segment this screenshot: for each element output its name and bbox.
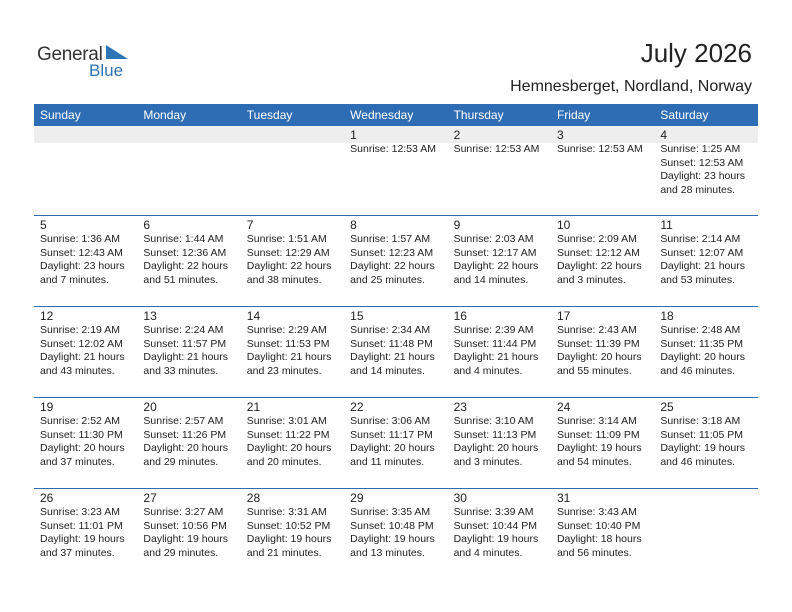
day-number-bar <box>34 489 137 506</box>
sun-info-line: Sunset: 12:07 AM <box>660 246 744 259</box>
day-number-bar <box>551 216 654 233</box>
day-number: 11 <box>660 218 673 232</box>
week-row <box>34 126 758 215</box>
sun-info-line: Sunrise: 1:44 AM <box>143 233 224 245</box>
day-number-bar <box>34 307 137 324</box>
empty-day-cell <box>137 126 240 215</box>
day-cell-17 <box>551 307 654 397</box>
sun-info-line: Daylight: 23 hours <box>660 170 745 182</box>
sun-info-line: and 51 minutes. <box>143 273 219 286</box>
sun-info-line: Sunrise: 2:39 AM <box>453 324 534 336</box>
day-number-bar <box>34 216 137 233</box>
day-number-bar <box>137 216 240 233</box>
sun-info-line: Sunrise: 3:10 AM <box>453 415 534 427</box>
day-number-bar <box>34 126 137 143</box>
day-number-bar <box>551 398 654 415</box>
day-number-bar <box>551 489 654 506</box>
page-title: July 2026 <box>640 38 752 68</box>
sun-info-line: Sunset: 11:39 PM <box>556 337 640 350</box>
sun-info-line: Sunset: 12:23 AM <box>350 246 434 259</box>
day-cell-24 <box>551 398 654 488</box>
day-number: 28 <box>246 491 261 505</box>
day-cell-28 <box>241 489 344 579</box>
day-number: 26 <box>40 491 54 505</box>
sun-info-line: Sunset: 11:13 PM <box>453 428 537 441</box>
weekday-header-monday: Monday <box>143 108 187 122</box>
sun-info-line: Sunrise: 12:53 AM <box>350 143 436 155</box>
sun-info-line: and 54 minutes. <box>556 455 632 468</box>
sun-info-line: and 46 minutes. <box>660 364 736 377</box>
sun-info-line: Sunrise: 2:14 AM <box>660 233 741 245</box>
day-number-bar <box>344 216 447 233</box>
sun-info-line: Sunset: 11:05 PM <box>660 428 744 441</box>
day-number: 9 <box>453 218 461 232</box>
sun-info-line: Daylight: 20 hours <box>40 442 125 454</box>
day-number: 30 <box>453 491 467 505</box>
sun-info-line: Sunset: 12:02 AM <box>40 337 123 350</box>
day-cell-4 <box>654 126 757 215</box>
sun-info-line: and 33 minutes. <box>143 364 219 377</box>
sun-info-line: Daylight: 20 hours <box>246 442 332 454</box>
sun-info-line: Daylight: 19 hours <box>556 442 642 454</box>
sun-info-line: Daylight: 22 hours <box>246 260 332 272</box>
day-number-bar <box>551 307 654 324</box>
day-cell-26 <box>34 489 137 579</box>
day-number-bar <box>448 307 551 324</box>
sun-info-line: and 20 minutes. <box>246 455 322 468</box>
sun-info-line: Daylight: 20 hours <box>660 351 745 363</box>
day-number-bar <box>34 398 137 415</box>
sun-info-line: Sunrise: 1:25 AM <box>660 143 741 155</box>
day-number-bar <box>654 398 757 415</box>
generalblue-logo <box>37 40 137 80</box>
sun-info-line: Sunrise: 2:19 AM <box>40 324 120 336</box>
sun-info-line: and 23 minutes. <box>246 364 322 377</box>
day-number: 25 <box>660 400 674 414</box>
sun-info-line: Sunset: 10:44 PM <box>453 519 538 532</box>
sun-info-line: Sunrise: 3:23 AM <box>40 506 120 518</box>
sun-info-line: Sunrise: 3:14 AM <box>556 415 637 427</box>
day-number: 24 <box>556 400 571 414</box>
location-label: Hemnesberget, Nordland, Norway <box>510 78 752 95</box>
sun-info-line: Daylight: 19 hours <box>40 533 125 545</box>
day-cell-1 <box>344 126 447 215</box>
day-number: 16 <box>453 309 467 323</box>
sun-info-line: Daylight: 19 hours <box>143 533 229 545</box>
day-number: 29 <box>350 491 364 505</box>
day-number: 1 <box>350 128 357 142</box>
logo-word-general: General <box>37 44 103 65</box>
week-row <box>34 397 758 488</box>
sun-info-line: Sunrise: 3:06 AM <box>350 415 431 427</box>
sun-info-line: and 43 minutes. <box>40 364 115 377</box>
day-number: 19 <box>40 400 54 414</box>
day-cell-6 <box>137 216 240 306</box>
sun-info-line: and 11 minutes. <box>350 455 425 468</box>
sun-info-line: and 7 minutes. <box>40 273 109 286</box>
day-number-bar <box>137 398 240 415</box>
sun-info-line: Daylight: 21 hours <box>143 351 229 363</box>
sun-info-line: Daylight: 21 hours <box>246 351 332 363</box>
sun-info-line: Sunrise: 2:24 AM <box>143 324 224 336</box>
sun-info-line: Daylight: 20 hours <box>143 442 229 454</box>
sun-info-line: and 14 minutes. <box>350 364 425 377</box>
day-cell-15 <box>344 307 447 397</box>
sun-info-line: Sunrise: 2:48 AM <box>660 324 741 336</box>
day-number-bar <box>654 307 757 324</box>
sun-info-line: Sunset: 12:17 AM <box>453 246 537 259</box>
sun-info-line: Sunrise: 1:57 AM <box>350 233 431 245</box>
sun-info-line: Sunset: 12:12 AM <box>556 246 640 259</box>
week-row <box>34 215 758 306</box>
sun-info-line: and 38 minutes. <box>246 273 322 286</box>
sun-info-line: Sunrise: 2:57 AM <box>143 415 224 427</box>
sun-info-line: Sunset: 10:40 PM <box>556 519 641 532</box>
sun-info-line: Sunrise: 3:31 AM <box>246 506 327 518</box>
sun-info-line: Daylight: 21 hours <box>660 260 745 272</box>
day-number: 6 <box>143 218 151 232</box>
week-row <box>34 488 758 579</box>
day-cell-3 <box>551 126 654 215</box>
sun-info-line: and 21 minutes. <box>246 546 322 559</box>
day-cell-25 <box>654 398 757 488</box>
day-number: 21 <box>246 400 261 414</box>
logo-word-blue: Blue <box>89 61 124 80</box>
day-number: 18 <box>660 309 674 323</box>
sun-info-line: Sunset: 11:48 PM <box>350 337 433 350</box>
day-number-bar <box>344 307 447 324</box>
day-number: 3 <box>556 128 564 142</box>
day-number-bar <box>448 398 551 415</box>
sun-info-line: Sunrise: 2:29 AM <box>246 324 327 336</box>
day-number: 27 <box>143 491 157 505</box>
day-cell-30 <box>448 489 551 579</box>
sun-info-line: Daylight: 19 hours <box>453 533 539 545</box>
sun-info-line: Sunset: 10:56 PM <box>143 519 227 532</box>
day-number: 8 <box>350 218 357 232</box>
sun-info-line: Daylight: 19 hours <box>350 533 435 545</box>
sun-info-line: Daylight: 23 hours <box>40 260 125 272</box>
sun-info-line: Sunrise: 1:36 AM <box>40 233 120 245</box>
day-cell-19 <box>34 398 137 488</box>
day-cell-11 <box>654 216 757 306</box>
day-cell-12 <box>34 307 137 397</box>
sun-info-line: and 14 minutes. <box>453 273 529 286</box>
sun-info-line: and 4 minutes. <box>453 364 523 377</box>
sun-info-line: and 3 minutes. <box>453 455 523 468</box>
day-cell-27 <box>137 489 240 579</box>
sun-info-line: Sunset: 12:29 AM <box>246 246 330 259</box>
day-number: 10 <box>556 218 571 232</box>
sun-info-line: Sunrise: 3:01 AM <box>246 415 327 427</box>
weekday-header-saturday: Saturday <box>660 108 709 122</box>
day-number: 7 <box>246 218 254 232</box>
day-number-bar <box>241 398 344 415</box>
sun-info-line: Sunrise: 3:39 AM <box>453 506 534 518</box>
day-number-bar <box>551 126 654 143</box>
day-cell-5 <box>34 216 137 306</box>
sun-info-line: Daylight: 18 hours <box>556 533 642 545</box>
sun-info-line: and 4 minutes. <box>453 546 523 559</box>
sun-info-line: and 46 minutes. <box>660 455 736 468</box>
day-number: 5 <box>40 218 47 232</box>
weekday-header-wednesday: Wednesday <box>350 108 414 122</box>
day-number-bar <box>137 307 240 324</box>
week-row <box>34 306 758 397</box>
weeks-container <box>34 126 758 579</box>
sun-info-line: Daylight: 22 hours <box>556 260 642 272</box>
sun-info-line: Sunset: 11:26 PM <box>143 428 227 441</box>
day-cell-8 <box>344 216 447 306</box>
day-cell-20 <box>137 398 240 488</box>
day-number: 12 <box>40 309 54 323</box>
day-number-bar <box>654 216 757 233</box>
sun-info-line: Sunrise: 2:52 AM <box>40 415 120 427</box>
day-number-bar <box>241 489 344 506</box>
sun-info-line: Sunrise: 3:43 AM <box>556 506 637 518</box>
weekday-header-tuesday: Tuesday <box>246 108 293 122</box>
day-number-bar <box>344 398 447 415</box>
day-number-bar <box>137 489 240 506</box>
weekday-header-row <box>34 104 758 126</box>
sun-info-line: Daylight: 19 hours <box>660 442 745 454</box>
day-number-bar <box>241 307 344 324</box>
sun-info-line: Sunset: 11:09 PM <box>556 428 640 441</box>
day-number-bar <box>654 126 757 143</box>
sun-info-line: Sunrise: 2:09 AM <box>556 233 637 245</box>
sun-info-line: and 28 minutes. <box>660 183 736 196</box>
sun-info-line: Sunset: 12:43 AM <box>40 246 123 259</box>
day-cell-16 <box>448 307 551 397</box>
sun-info-line: Sunrise: 3:27 AM <box>143 506 224 518</box>
day-number: 4 <box>660 128 668 142</box>
calendar-grid <box>34 104 758 579</box>
sun-info-line: and 29 minutes. <box>143 455 219 468</box>
sun-info-line: Daylight: 20 hours <box>556 351 642 363</box>
logo-triangle-icon <box>106 45 128 65</box>
sun-info-line: and 3 minutes. <box>556 273 626 286</box>
sun-info-line: Sunset: 10:52 PM <box>246 519 331 532</box>
day-number-bar <box>448 489 551 506</box>
day-number-bar <box>654 489 757 506</box>
sun-info-line: and 56 minutes. <box>556 546 632 559</box>
day-cell-29 <box>344 489 447 579</box>
day-number: 20 <box>143 400 157 414</box>
sun-info-line: Sunset: 10:48 PM <box>350 519 434 532</box>
sun-info-line: Sunrise: 12:53 AM <box>556 143 643 155</box>
day-cell-22 <box>344 398 447 488</box>
sun-info-line: Daylight: 22 hours <box>143 260 229 272</box>
sun-info-line: Sunrise: 2:34 AM <box>350 324 431 336</box>
day-cell-18 <box>654 307 757 397</box>
sun-info-line: and 37 minutes. <box>40 546 115 559</box>
day-number: 2 <box>453 128 461 142</box>
sun-info-line: and 13 minutes. <box>350 546 425 559</box>
empty-day-cell <box>654 489 757 579</box>
sun-info-line: Daylight: 21 hours <box>350 351 435 363</box>
weekday-header-thursday: Thursday <box>453 108 504 122</box>
day-number-bar <box>448 126 551 143</box>
day-number-bar <box>344 489 447 506</box>
day-number-bar <box>448 216 551 233</box>
weekday-header-friday: Friday <box>556 108 591 122</box>
day-cell-10 <box>551 216 654 306</box>
sun-info-line: Daylight: 21 hours <box>453 351 539 363</box>
sun-info-line: Daylight: 20 hours <box>453 442 539 454</box>
sun-info-line: Sunset: 11:35 PM <box>660 337 744 350</box>
sun-info-line: Sunset: 11:17 PM <box>350 428 433 441</box>
day-number: 13 <box>143 309 157 323</box>
sun-info-line: Sunrise: 2:43 AM <box>556 324 637 336</box>
day-number: 15 <box>350 309 364 323</box>
sun-info-line: Sunset: 11:53 PM <box>246 337 330 350</box>
day-number: 31 <box>556 491 571 505</box>
day-cell-9 <box>448 216 551 306</box>
day-cell-7 <box>241 216 344 306</box>
sun-info-line: Sunset: 12:53 AM <box>660 156 744 169</box>
sun-info-line: Daylight: 22 hours <box>350 260 435 272</box>
sun-info-line: and 25 minutes. <box>350 273 425 286</box>
day-cell-31 <box>551 489 654 579</box>
sun-info-line: Daylight: 21 hours <box>40 351 125 363</box>
day-number-bar <box>241 216 344 233</box>
empty-day-cell <box>34 126 137 215</box>
day-cell-23 <box>448 398 551 488</box>
sun-info-line: and 37 minutes. <box>40 455 115 468</box>
empty-day-cell <box>241 126 344 215</box>
day-number-bar <box>344 126 447 143</box>
sun-info-line: Sunset: 11:22 PM <box>246 428 330 441</box>
sun-info-line: Sunset: 11:30 PM <box>40 428 123 441</box>
day-cell-14 <box>241 307 344 397</box>
day-number-bar <box>241 126 344 143</box>
sun-info-line: Sunrise: 3:18 AM <box>660 415 741 427</box>
day-cell-2 <box>448 126 551 215</box>
sun-info-line: Daylight: 19 hours <box>246 533 332 545</box>
sun-info-line: Daylight: 20 hours <box>350 442 435 454</box>
day-number: 23 <box>453 400 467 414</box>
sun-info-line: Sunrise: 12:53 AM <box>453 143 540 155</box>
sun-info-line: Sunrise: 3:35 AM <box>350 506 431 518</box>
sun-info-line: and 29 minutes. <box>143 546 219 559</box>
day-cell-21 <box>241 398 344 488</box>
day-number-bar <box>137 126 240 143</box>
sun-info-line: Daylight: 22 hours <box>453 260 539 272</box>
weekday-header-sunday: Sunday <box>40 108 81 122</box>
sun-info-line: Sunrise: 2:03 AM <box>453 233 534 245</box>
sun-info-line: Sunrise: 1:51 AM <box>246 233 327 245</box>
sun-info-line: and 55 minutes. <box>556 364 632 377</box>
sun-info-line: Sunset: 12:36 AM <box>143 246 227 259</box>
sun-info-line: and 53 minutes. <box>660 273 736 286</box>
sun-info-line: Sunset: 11:01 PM <box>40 519 123 532</box>
day-number: 14 <box>246 309 261 323</box>
day-number: 22 <box>350 400 364 414</box>
day-number: 17 <box>556 309 571 323</box>
day-cell-13 <box>137 307 240 397</box>
sun-info-line: Sunset: 11:57 PM <box>143 337 227 350</box>
sun-info-line: Sunset: 11:44 PM <box>453 337 537 350</box>
